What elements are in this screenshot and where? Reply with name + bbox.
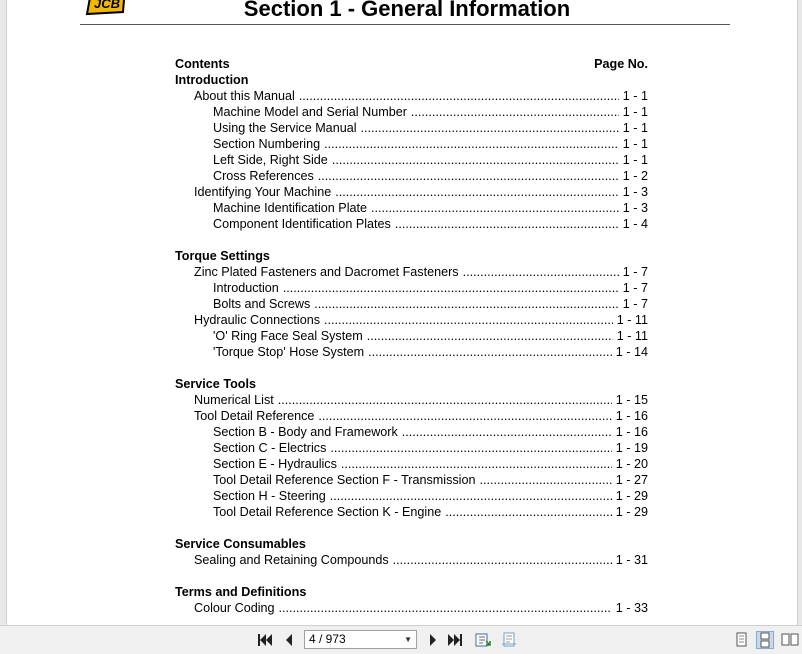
fit-width-icon[interactable] (500, 631, 518, 649)
title-divider (80, 24, 730, 25)
toc-entry-label: Section E - Hydraulics (213, 457, 337, 471)
toc-entry[interactable] (175, 136, 648, 152)
toc-entry-page: 1 - 1 (622, 153, 648, 167)
toc-entry-page: 1 - 3 (622, 201, 648, 215)
toc-entry[interactable] (175, 344, 648, 360)
viewer-left-border (0, 0, 7, 625)
toc-section-heading: Introduction (175, 73, 249, 87)
toc-entry-page: 1 - 3 (622, 185, 648, 199)
toc-entry-label: 'O' Ring Face Seal System (213, 329, 363, 343)
toc-entry-label: Cross References (213, 169, 314, 183)
toc-entry-page: 1 - 1 (622, 121, 648, 135)
toc-dot-leader (324, 136, 619, 152)
toc-entry-page: 1 - 15 (615, 393, 648, 407)
toc-entry-page: 1 - 1 (622, 137, 648, 151)
page-dropdown-chevron-icon[interactable]: ▼ (404, 635, 412, 644)
toc-entry-page: 1 - 29 (615, 489, 648, 503)
toc-entry[interactable] (175, 488, 648, 504)
toc-section-gap (175, 616, 648, 625)
toc-entry-page: 1 - 7 (622, 265, 648, 279)
continuous-view-icon[interactable] (756, 631, 774, 649)
toc-entry[interactable] (175, 152, 648, 168)
toc-dot-leader (411, 104, 619, 120)
toc-dot-leader (393, 552, 612, 568)
toc-header (175, 56, 648, 72)
fit-page-icon[interactable] (474, 631, 492, 649)
toc-entry[interactable] (175, 424, 648, 440)
toc-dot-leader (314, 296, 619, 312)
toc-entry-page: 1 - 2 (622, 169, 648, 183)
current-page-value: 4 / 973 (309, 632, 346, 646)
toc-section-gap (175, 360, 648, 376)
toc-dot-leader (335, 184, 619, 200)
toc-entry-label: Identifying Your Machine (194, 185, 332, 199)
two-page-view-icon[interactable] (781, 631, 799, 649)
toc-entry[interactable] (175, 440, 648, 456)
toc-dot-leader (402, 424, 612, 440)
page-title: Section 1 - General Information (243, 0, 571, 21)
toc-entry[interactable] (175, 408, 648, 424)
toc-section-gap (175, 232, 648, 248)
toc-entry-page: 1 - 4 (622, 217, 648, 231)
toc-entry-label: Section C - Electrics (213, 441, 327, 455)
toc-entry-page: 1 - 7 (622, 281, 648, 295)
page-number-field[interactable] (304, 630, 417, 649)
toc-entry-label: Tool Detail Reference (194, 409, 315, 423)
toc-dot-leader (299, 88, 619, 104)
toc-entry-label: Colour Coding (194, 601, 275, 615)
toc-entry-page: 1 - 27 (615, 473, 648, 487)
toc-section-heading: Service Tools (175, 377, 256, 391)
toc-entry[interactable] (175, 104, 648, 120)
toc-section-gap (175, 520, 648, 536)
toc-entry-label: Section Numbering (213, 137, 321, 151)
toc-entry[interactable] (175, 200, 648, 216)
toc-entry-label: Left Side, Right Side (213, 153, 328, 167)
toc-entry[interactable] (175, 600, 648, 616)
toc-dot-leader (395, 216, 619, 232)
toc-dot-leader (283, 280, 619, 296)
toc-entry[interactable] (175, 328, 648, 344)
toc-entry-label: Sealing and Retaining Compounds (194, 553, 389, 567)
toc-entry[interactable] (175, 312, 648, 328)
toc-entry[interactable] (175, 472, 648, 488)
first-page-icon[interactable] (256, 631, 274, 649)
previous-page-icon[interactable] (280, 631, 298, 649)
toc-entry-label: 'Torque Stop' Hose System (213, 345, 365, 359)
toc-dot-leader (318, 408, 611, 424)
toc-dot-leader (332, 152, 619, 168)
toc-entry-label: Numerical List (194, 393, 274, 407)
toc-entry[interactable] (175, 392, 648, 408)
toc-entry-label: Machine Model and Serial Number (213, 105, 407, 119)
contents-label: Contents (175, 57, 230, 71)
toc-entry-label: Section B - Body and Framework (213, 425, 398, 439)
table-of-contents (175, 56, 648, 625)
toc-entry-page: 1 - 20 (615, 457, 648, 471)
toc-entry-page: 1 - 1 (622, 105, 648, 119)
svg-text:JCB: JCB (94, 0, 121, 11)
toc-entry-page: 1 - 7 (622, 297, 648, 311)
toc-entry-label: Component Identification Plates (213, 217, 391, 231)
toc-entry-page: 1 - 31 (615, 553, 648, 567)
toc-dot-leader (278, 392, 612, 408)
toc-section-heading: Terms and Definitions (175, 585, 307, 599)
toc-dot-leader (361, 120, 619, 136)
toc-entry-label: Machine Identification Plate (213, 201, 368, 215)
toc-dot-leader (330, 440, 611, 456)
toc-dot-leader (279, 600, 612, 616)
toc-entry-label: Section H - Steering (213, 489, 326, 503)
toc-entry[interactable] (175, 264, 648, 280)
toc-entry-label: Tool Detail Reference Section F - Transmission (213, 473, 476, 487)
toc-entry-page: 1 - 14 (615, 345, 648, 359)
toc-entry[interactable] (175, 552, 648, 568)
viewer-right-border (797, 0, 802, 625)
page-no-label: Page No. (594, 57, 648, 71)
toc-dot-leader (367, 328, 613, 344)
last-page-icon[interactable] (446, 631, 464, 649)
toc-entry[interactable] (175, 216, 648, 232)
toc-section-heading: Service Consumables (175, 537, 306, 551)
toc-dot-leader (324, 312, 613, 328)
toc-entry-label: Tool Detail Reference Section K - Engine (213, 505, 442, 519)
toc-entry-page: 1 - 16 (615, 425, 648, 439)
viewer-toolbar (0, 625, 802, 654)
toc-entry-page: 1 - 19 (615, 441, 648, 455)
toc-entry[interactable] (175, 296, 648, 312)
toc-section-gap (175, 568, 648, 584)
toc-entry-page: 1 - 1 (622, 89, 648, 103)
toc-dot-leader (341, 456, 612, 472)
toc-entry-label: About this Manual (194, 89, 295, 103)
toc-entry-label: Introduction (213, 281, 279, 295)
toc-dot-leader (330, 488, 612, 504)
toc-entry-page: 1 - 16 (615, 409, 648, 423)
single-page-view-icon[interactable] (732, 631, 750, 649)
toc-dot-leader (463, 264, 619, 280)
toc-entry[interactable] (175, 504, 648, 520)
toc-section-heading: Torque Settings (175, 249, 270, 263)
toc-entry-page: 1 - 11 (616, 329, 648, 343)
document-page (7, 0, 797, 625)
toc-entry-page: 1 - 29 (615, 505, 648, 519)
toc-entry[interactable] (175, 120, 648, 136)
toc-entry-label: Hydraulic Connections (194, 313, 320, 327)
toc-dot-leader (479, 472, 611, 488)
toc-dot-leader (318, 168, 619, 184)
toc-entry-label: Bolts and Screws (213, 297, 311, 311)
toc-entry-label: Using the Service Manual (213, 121, 357, 135)
toc-entry-page: 1 - 33 (615, 601, 648, 615)
toc-entry-page: 1 - 11 (616, 313, 648, 327)
toc-entry-label: Zinc Plated Fasteners and Dacromet Fasteners (194, 265, 459, 279)
toc-entry[interactable] (175, 88, 648, 104)
next-page-icon[interactable] (424, 631, 442, 649)
toc-dot-leader (445, 504, 612, 520)
toc-entry[interactable] (175, 456, 648, 472)
toc-entry[interactable] (175, 168, 648, 184)
toc-dot-leader (371, 200, 619, 216)
toc-dot-leader (368, 344, 612, 360)
toc-entry[interactable] (175, 280, 648, 296)
toc-entry[interactable] (175, 184, 648, 200)
